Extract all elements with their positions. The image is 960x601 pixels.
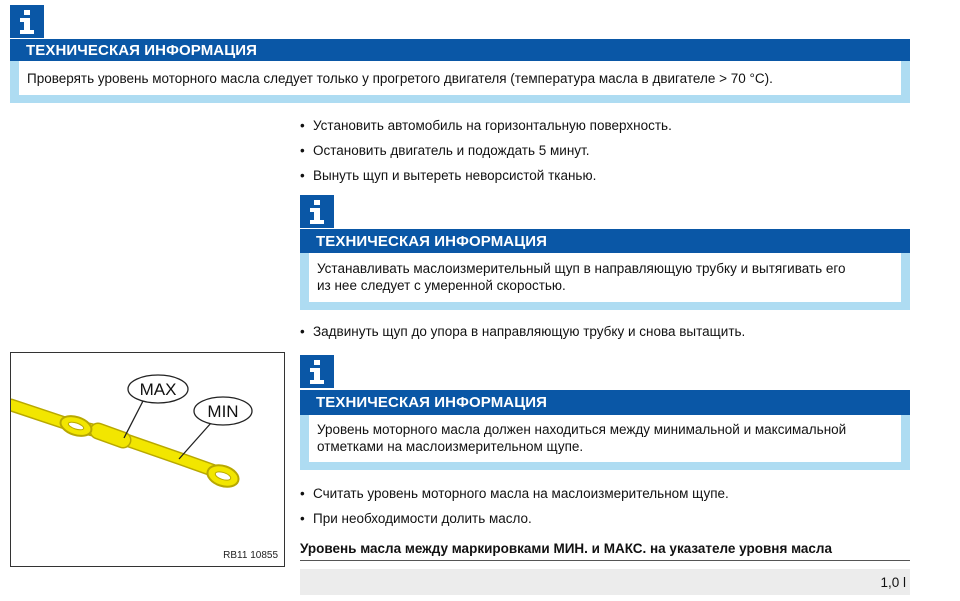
technical-info-note <box>300 390 910 470</box>
step-item: • При необходимости долить масло. <box>300 511 532 526</box>
step-item: • Задвинуть щуп до упора в направляющую трубку и снова вытащить. <box>300 324 746 339</box>
dipstick-illustration <box>11 353 284 566</box>
step-item: • Установить автомобиль на горизонтальную поверхность. <box>300 118 672 133</box>
oil-volume-value: 1,0 l <box>880 574 906 590</box>
info-icon <box>300 195 334 228</box>
note-header: ТЕХНИЧЕСКАЯ ИНФОРМАЦИЯ <box>10 39 910 61</box>
max-label: MAX <box>139 380 177 399</box>
dipstick-figure <box>10 352 285 567</box>
figure-code: RB11 10855 <box>223 550 278 561</box>
note-body: Уровень моторного масла должен находиться между минимальной и максимальной отметками на маслоизмерительном щупе. <box>309 415 901 462</box>
note-body: Проверять уровень моторного масла следует только у прогретого двигателя (температура масла в двигателе > 70 °C). <box>19 61 901 95</box>
result-title: Уровень масла между маркировками МИН. и МАКС. на указателе уровня масла <box>300 541 832 556</box>
note-body: Устанавливать маслоизмерительный щуп в направляющую трубку и вытягивать его из нее следует с умеренной скоростью. <box>309 253 901 302</box>
info-icon <box>300 355 334 388</box>
info-icon <box>10 5 44 38</box>
divider <box>300 560 910 561</box>
step-item: • Вынуть щуп и вытереть неворсистой тканью. <box>300 168 597 183</box>
result-value-row <box>300 569 910 595</box>
note-header: ТЕХНИЧЕСКАЯ ИНФОРМАЦИЯ <box>300 229 910 253</box>
step-item: • Считать уровень моторного масла на маслоизмерительном щупе. <box>300 486 729 501</box>
note-header: ТЕХНИЧЕСКАЯ ИНФОРМАЦИЯ <box>300 390 910 415</box>
min-label: MIN <box>207 402 239 421</box>
technical-info-note <box>300 229 910 310</box>
technical-info-note <box>10 39 910 103</box>
step-item: • Остановить двигатель и подождать 5 минут. <box>300 143 590 158</box>
